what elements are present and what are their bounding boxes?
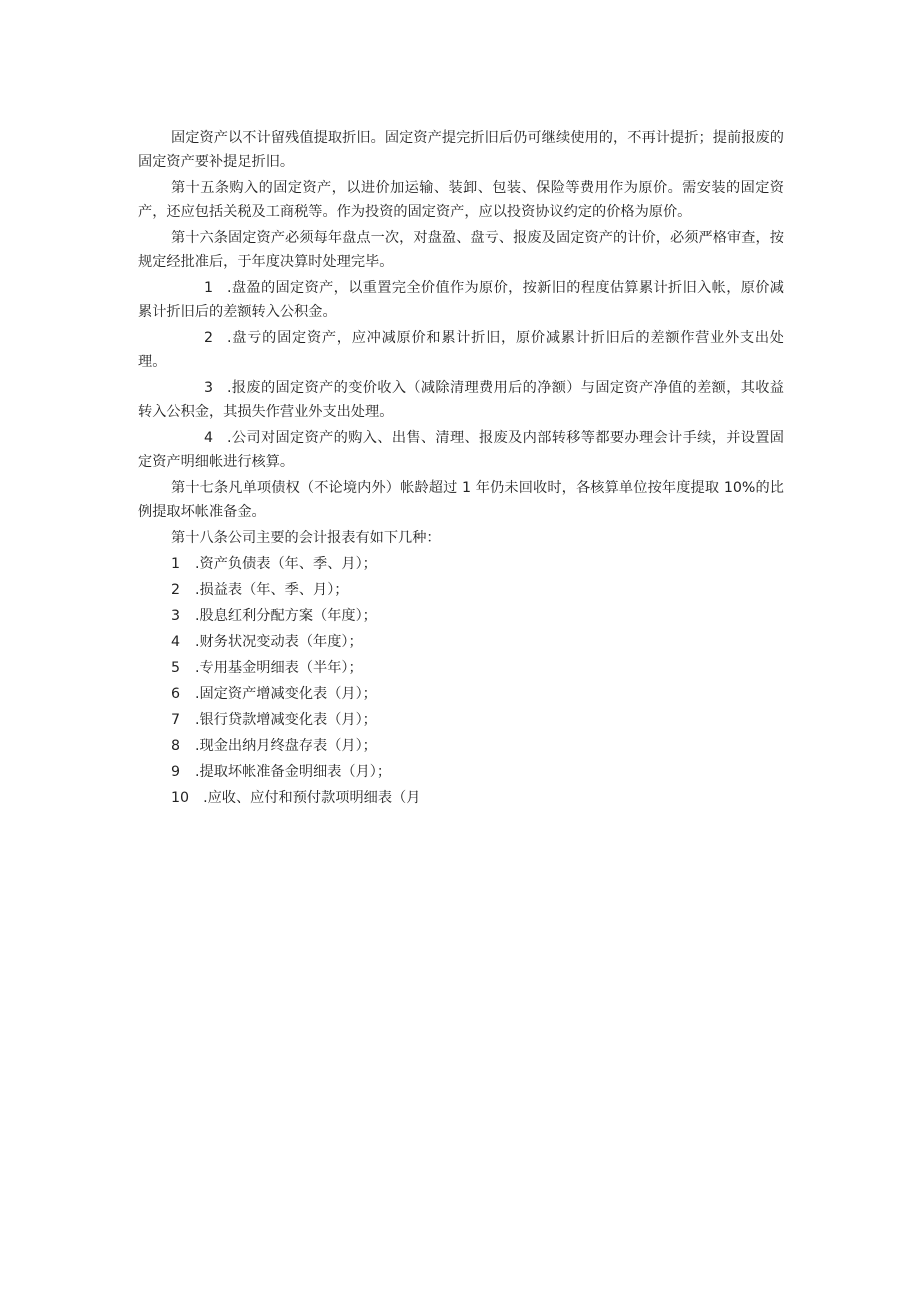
- article-16-item-3: 3 .报废的固定资产的变价收入（减除清理费用后的净额）与固定资产净值的差额，其收益转入公积金，其损失作营业外支出处理。: [138, 380, 784, 420]
- report-list-item: 6 .固定资产增减变化表（月）；: [171, 686, 377, 702]
- report-list-item: 4 .财务状况变动表（年度）；: [171, 634, 363, 650]
- report-list-item: 7 .银行贷款增减变化表（月）；: [171, 712, 377, 728]
- paragraph-depreciation: 固定资产以不计留残值提取折旧。固定资产提完折旧后仍可继续使用的，不再计提折；提前报废的固定资产要补提足折旧。: [138, 130, 784, 170]
- paragraph-article-15: 第十五条购入的固定资产，以进价加运输、装卸、包装、保险等费用作为原价。需安装的固定资产，还应包括关税及工商税等。作为投资的固定资产，应以投资协议约定的价格为原价。: [138, 180, 784, 220]
- report-list-item: 10 .应收、应付和预付款项明细表（月: [171, 790, 421, 806]
- report-list-item: 1 .资产负债表（年、季、月）；: [171, 556, 377, 572]
- report-list-item: 3 .股息红利分配方案（年度）；: [171, 608, 377, 624]
- report-list-item: 9 .提取坏帐准备金明细表（月）；: [171, 764, 392, 780]
- report-list-item: 5 .专用基金明细表（半年）；: [171, 660, 363, 676]
- article-16-item-2: 2 .盘亏的固定资产，应冲减原价和累计折旧，原价减累计折旧后的差额作营业外支出处理。: [138, 330, 784, 370]
- report-list-item: 2 .损益表（年、季、月）；: [171, 582, 349, 598]
- article-16-item-1: 1 .盘盈的固定资产，以重置完全价值作为原价，按新旧的程度估算累计折旧入帐，原价减累计折旧后的差额转入公积金。: [138, 280, 784, 320]
- report-list-item: 8 .现金出纳月终盘存表（月）；: [171, 738, 377, 754]
- paragraph-article-18-intro: 第十八条公司主要的会计报表有如下几种：: [171, 530, 441, 546]
- document-page: [138, 126, 784, 812]
- paragraph-article-17: 第十七条凡单项债权（不论境内外）帐龄超过 1 年仍未回收时，各核算单位按年度提取 10%的比例提取坏帐准备金。: [138, 480, 784, 520]
- paragraph-article-16: 第十六条固定资产必须每年盘点一次，对盘盈、盘亏、报废及固定资产的计价，必须严格审查，按规定经批准后，于年度决算时处理完毕。: [138, 230, 784, 270]
- article-16-item-4: 4 .公司对固定资产的购入、出售、清理、报废及内部转移等都要办理会计手续，并设置固定资产明细帐进行核算。: [138, 430, 784, 470]
